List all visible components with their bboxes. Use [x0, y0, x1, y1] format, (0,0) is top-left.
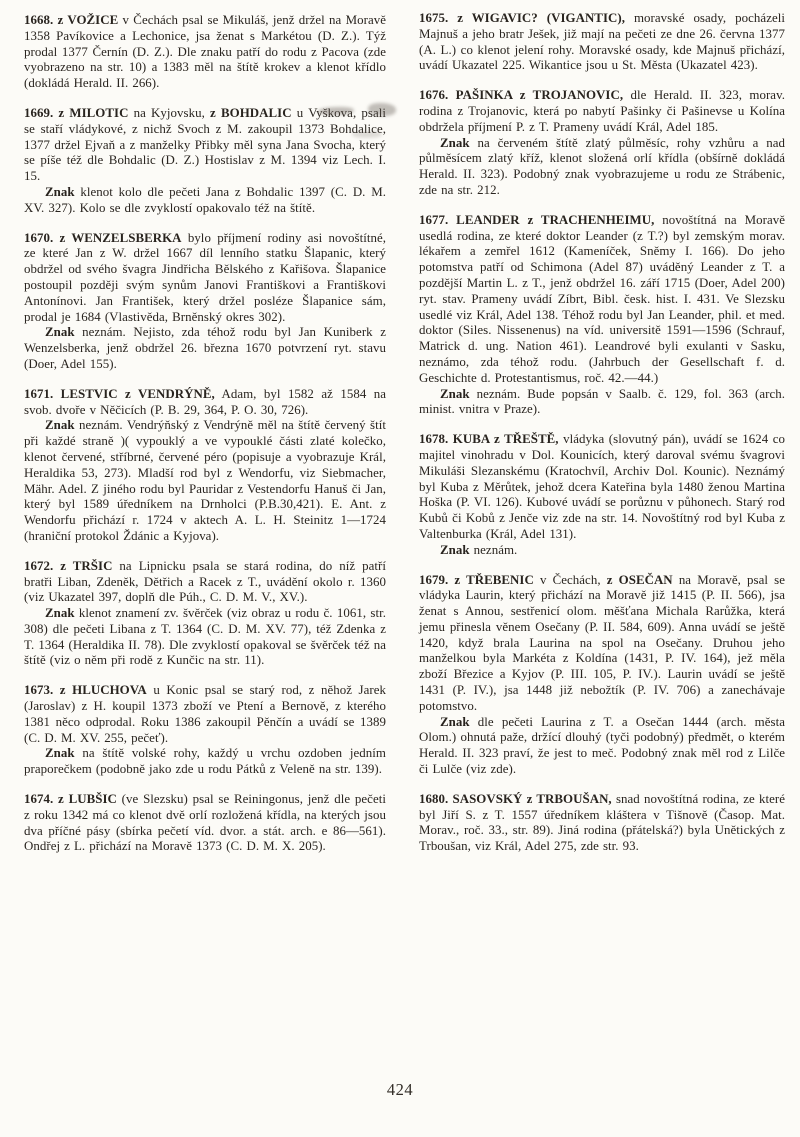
entry-lead-paragraph: [24, 792, 386, 855]
entry-1671: [24, 387, 386, 545]
znak-paragraph: [419, 136, 785, 199]
text-segment: na červeném štítě zlatý půlměsíc, rohy vzhůru a nad půlměsícem zlatý kříž, klenot složená orlí křídla (obšírně dokládá Herald. II. 323). Podobný znak vyobrazujeme u rodu ze Strábenic, zde na str. 212.: [419, 135, 785, 197]
bold-text-segment: Znak: [45, 606, 75, 621]
text-segment: moravské osady, pocházeli Majnuš a jeho bratr Ješek, již mají na pečeti ze dne 26. června 1377 (A. L.) co klenot jelení rohy. Moravské osady, kde Majnuš přichází, uvádí Ukazatel 225. Wikantice jsou u St. Města (Ukazatel 423).: [419, 11, 785, 73]
entry-lead-paragraph: [24, 683, 386, 746]
text-segment: klenot kolo dle pečeti Jana z Bohdalic 1397 (C. D. M. XV. 327). Kolo se dle zvyklostí opakovalo též na štítě.: [24, 184, 386, 215]
text-segment: Adam, byl 1582 až 1584 na svob. dvoře v Něčicích (P. B. 29, 364, P. O. 30, 726).: [24, 386, 387, 417]
bold-text-segment: z OSEČAN: [606, 572, 673, 587]
entry-1673: [24, 683, 386, 778]
entry-1672: [24, 559, 386, 670]
entry-1674: [24, 792, 386, 855]
bold-text-segment: 1668. z VOŽICE: [24, 13, 119, 27]
bold-text-segment: Znak: [45, 746, 75, 761]
text-segment: snad novoštítná rodina, ze které byl Jiří S. z T. 1557 úředníkem kláštera v Tišnově (Časop. Mat. Morav., roč. 33., str. 89). Jiná rodina (přátelská?) byla Unětických z Trboušan, viz Král, Adel 275, zde str. 93.: [419, 791, 785, 854]
entry-1677: [419, 213, 785, 418]
text-segment: na Lipnicku psala se stará rodina, do níž patří bratři Liban, Zdeněk, Dětřich a Racek z T., uvádění okolo r. 1360 (viz Ukazatel 397, doplň dle Púh., C. D. M. V., XV.).: [24, 558, 386, 605]
bold-text-segment: Znak: [45, 325, 75, 340]
text-segment: u Vyškova, psali se staří vládykové, z nichž Svoch z M. zakoupil 1373 Bohdalice, 1377 držel Ejvaň a z manželky Přibky měl syna Jana Svocha, který se píše též dle Bohdalic (D. Z.) Hostislav z M. 1394 viz Lech. I. 15.: [24, 105, 386, 184]
entry-1668: [24, 13, 386, 92]
bold-text-segment: 1675. z WIGAVIC? (VIGANTIC),: [419, 11, 625, 25]
text-segment: (ve Slezsku) psal se Reiningonus, jenž dle pečeti z roku 1342 má co klenot dvě orlí rozložená křídla, na kterých jsou dva příčné pásy (sbírka pečetí víd. dvor. a stát. arch. e 86—561). Ondřej z L. přichází na Moravě 1373 (C. D. M. X. 205).: [24, 792, 386, 854]
bold-text-segment: 1674. z LUBŠIC: [24, 792, 117, 807]
entry-lead-paragraph: [419, 213, 785, 387]
bold-text-segment: Znak: [440, 135, 470, 150]
text-segment: novoštítná na Moravě usedlá rodina, ze které doktor Leander (z T.?) byl zemským morav. lékařem a zemřel 1612 (Kameníček, Sněmy I. 166). Do jeho potomstva patří od Schimona (Adel 87) uváděný Leander z T. a pozdější Martin L. z T., jenž obdržel 16. září 1715 (Doer, Adel 200) ryt. stav. Prameny uvádí Zíbrt, Bibl. česk. hist. I. 431. Ve Slezsku usedlé viz Král, Adel 138. Téhož rodu byl Jan Leander, phil. et med. doktor (Siles. Nissenenus) na víd. universitě 1591—1596 (Schrauf, Matrick d. ung. Nation 461). Leandrové byli exulanti v Sasku, neznámo, zda téhož rodu. (Jahrbuch der Gesellschaft f. d. Geschichte d. Protestantismus, roč. 42.—44.): [419, 212, 785, 385]
bold-text-segment: 1669. z MILOTIC: [24, 105, 129, 120]
bold-text-segment: 1678. KUBA z TŘEŠTĚ,: [419, 432, 559, 447]
znak-paragraph: [24, 325, 386, 372]
entry-1669: [24, 106, 386, 217]
text-segment: v Čechách,: [533, 572, 607, 587]
right-column: [419, 11, 785, 869]
entry-lead-paragraph: [24, 231, 386, 326]
znak-paragraph: [419, 715, 785, 778]
entry-1679: [419, 573, 785, 778]
entry-lead-paragraph: [419, 573, 785, 715]
znak-paragraph: [24, 606, 386, 669]
bold-text-segment: 1672. z TRŠIC: [24, 558, 113, 573]
entry-1676: [419, 88, 785, 199]
left-column: [24, 13, 386, 869]
entry-lead-paragraph: [419, 432, 785, 543]
entry-1670: [24, 231, 386, 373]
text-segment: neznám. Vendrýňský z Vendrýně měl na štítě červený štít při každé straně )( vypouklý a ve vypouklé části zlaté kolečko, klenot červené, stříbrné, červené péro (popisuje a vyobrazuje Král, Heraldika 53, 273). Mladší rod byl z Wendorfu, viz Siebmacher, Mähr. Adel. Z jiného rodu byl Pauridar z Vestendorfu Hanuš či Jan, který byl 1589 úředníkem na Drnholci (P.B.30,421). E. Ant. z Wendorfu přichází r. 1724 v aktech A. L. H. Steinitz 1—1724 (hraniční protokol Ždánic a Kyjova).: [24, 418, 386, 543]
znak-paragraph: [419, 543, 785, 559]
scan-smudge: [352, 131, 382, 138]
entry-1678: [419, 432, 785, 558]
entry-lead-paragraph: [24, 106, 386, 185]
entry-1675: [419, 11, 785, 74]
bold-text-segment: 1676. PAŠINKA z TROJANOVIC,: [419, 88, 624, 103]
text-segment: na štítě volské rohy, každý u vrchu ozdoben jedním praporečkem (podobně jako zde u rodu Pátků z Veleně na str. 139).: [24, 746, 386, 777]
bold-text-segment: 1671. LESTVIC z VENDRÝNĚ,: [24, 386, 215, 401]
text-segment: v Čechách psal se Mikuláš, jenž držel na Moravě 1358 Pavíkovice a Lechonice, jsa ženat s Markétou (D. Z.). Týž prodal 1377 Černín (D. Z.). Dle znaku patří do rodu z Pacova (zde vyobrazeno na str. 10) a 1383 měl na štítě krokev a klenot křídlo (dokládá Herald. II. 266).: [24, 13, 386, 91]
bold-text-segment: Znak: [440, 386, 470, 401]
bold-text-segment: Znak: [440, 542, 470, 557]
text-segment: neznám. Bude popsán v Saalb. č. 129, fol. 363 (arch. minist. vnitra v Praze).: [419, 386, 785, 417]
text-segment: u Konic psal se starý rod, z něhož Jarek (Jaroslav) z H. koupil 1373 zboží ve Ptení a Bernově, z kterého 1381 něco odprodal. Roku 1386 zakoupil Pěnčín a uvádí se 1389 (C. D. M. XV. 255, pečeť).: [24, 683, 386, 745]
entry-1680: [419, 792, 785, 855]
text-segment: dle Herald. II. 323, morav. rodina z Trojanovic, která po nabytí Pašinky či Pašinevse u Kolína obdržela příjmení P. z T. Prameny uvádí Král, Adel 185.: [419, 88, 785, 134]
text-segment: klenot znamení zv. švěrček (viz obraz u rodu č. 1061, str. 308) dle pečeti Libana z T. 1364 (C. D. M. XV. 77), též Zdenka z T. 1364 (Heraldika II. 78). Dle zvyklostí opakoval se švěrček též na štítě (viz o něm při rodě z Kunčic na str. 11).: [24, 606, 386, 668]
znak-paragraph: [24, 418, 386, 544]
znak-paragraph: [24, 185, 386, 217]
entry-lead-paragraph: [24, 559, 386, 606]
bold-text-segment: 1677. LEANDER z TRACHENHEIMU,: [419, 212, 655, 227]
bold-text-segment: Znak: [45, 418, 75, 433]
entry-lead-paragraph: [24, 13, 386, 92]
bold-text-segment: Znak: [440, 714, 470, 729]
bold-text-segment: z BOHDALIC: [210, 105, 292, 120]
entry-lead-paragraph: [419, 88, 785, 135]
text-segment: vládyka (slovutný pán), uvádí se 1624 co majitel vinohradu v Dol. Kounicích, který daroval svému švagrovi Mikuláši Slezanskému (Kratochvíl, Archiv Dol. Kounic). Neznámý byl Kuba z Měrůtek, jehož dcera Kateřina byla 1480 ženou Martina Hoška (P. VI. 126). Kubové uvádí se porůznu v půhonech. Starý rod Kubů či Kobů z Jenče viz zde na str. 14. Novoštítný rod byl Kuba z Valtenburka (Král, Adel 131).: [419, 432, 785, 541]
bold-text-segment: 1673. z HLUCHOVA: [24, 683, 147, 698]
entry-lead-paragraph: [419, 792, 785, 855]
bold-text-segment: 1670. z WENZELSBERKA: [24, 230, 182, 245]
znak-paragraph: [24, 746, 386, 778]
entry-lead-paragraph: [419, 11, 785, 74]
znak-paragraph: [419, 387, 785, 419]
text-segment: bylo příjmení rodiny asi novoštítné, ze které Jan z W. držel 1667 díl lenního statku Šlapanic, který obdržel od svého švagra Jindřicha Bělského z Kařišova. Šlapanice postoupil později svým synům Janovi Františkovi a Františkovi Antonínovi. Jan František, který držel posléze Šlapanice sám, prodal je 1684 (Vlastivěda, Brněnský okres 302).: [24, 230, 387, 324]
bold-text-segment: 1679. z TŘEBENIC: [419, 572, 534, 587]
entry-lead-paragraph: [24, 387, 386, 419]
bold-text-segment: Znak: [45, 184, 75, 199]
bold-text-segment: 1680. SASOVSKÝ z TRBOUŠAN,: [419, 791, 612, 806]
text-segment: neznám.: [469, 542, 518, 557]
text-segment: na Kyjovsku,: [128, 105, 211, 120]
text-segment: neznám. Nejisto, zda téhož rodu byl Jan Kuniberk z Wenzelsberka, jenž obdržel 26. března 1670 potvrzení ryt. stavu (Doer, Adel 155).: [24, 325, 386, 371]
text-segment: dle pečeti Laurina z T. a Osečan 1444 (arch. města Olom.) ohnutá paže, držící dlouhý (tyči podobný) předmět, o kterém Herald. II. 323 praví, že jest to meč. Podobný znak měl rod z Lilče či Lulče (viz zde).: [419, 714, 785, 777]
page-number: 424: [386, 1080, 414, 1099]
text-segment: na Moravě, psal se vládyka Laurin, který přichází na Moravě již 1415 (P. II. 566), jsa ženat s Annou, sestřenicí olom. měšťana Michala Rarůžka, která jemu přinesla věnem Osečany (P. II. 584, 609). Anna uvádí se ještě 1420, když brala Laurina na spol na Osečany. Druhou jeho manželkou byla Markéta z Koldína (1431, P. IV. 164), jež měla zboží Březice a Kyjov (P. III. 105, P. IV.). Laurin uvádí se ještě 1431 (P. IV.), jsa 1448 již nebožtík (P. IV. 706) a zanechávaje potomstvo.: [419, 572, 785, 713]
